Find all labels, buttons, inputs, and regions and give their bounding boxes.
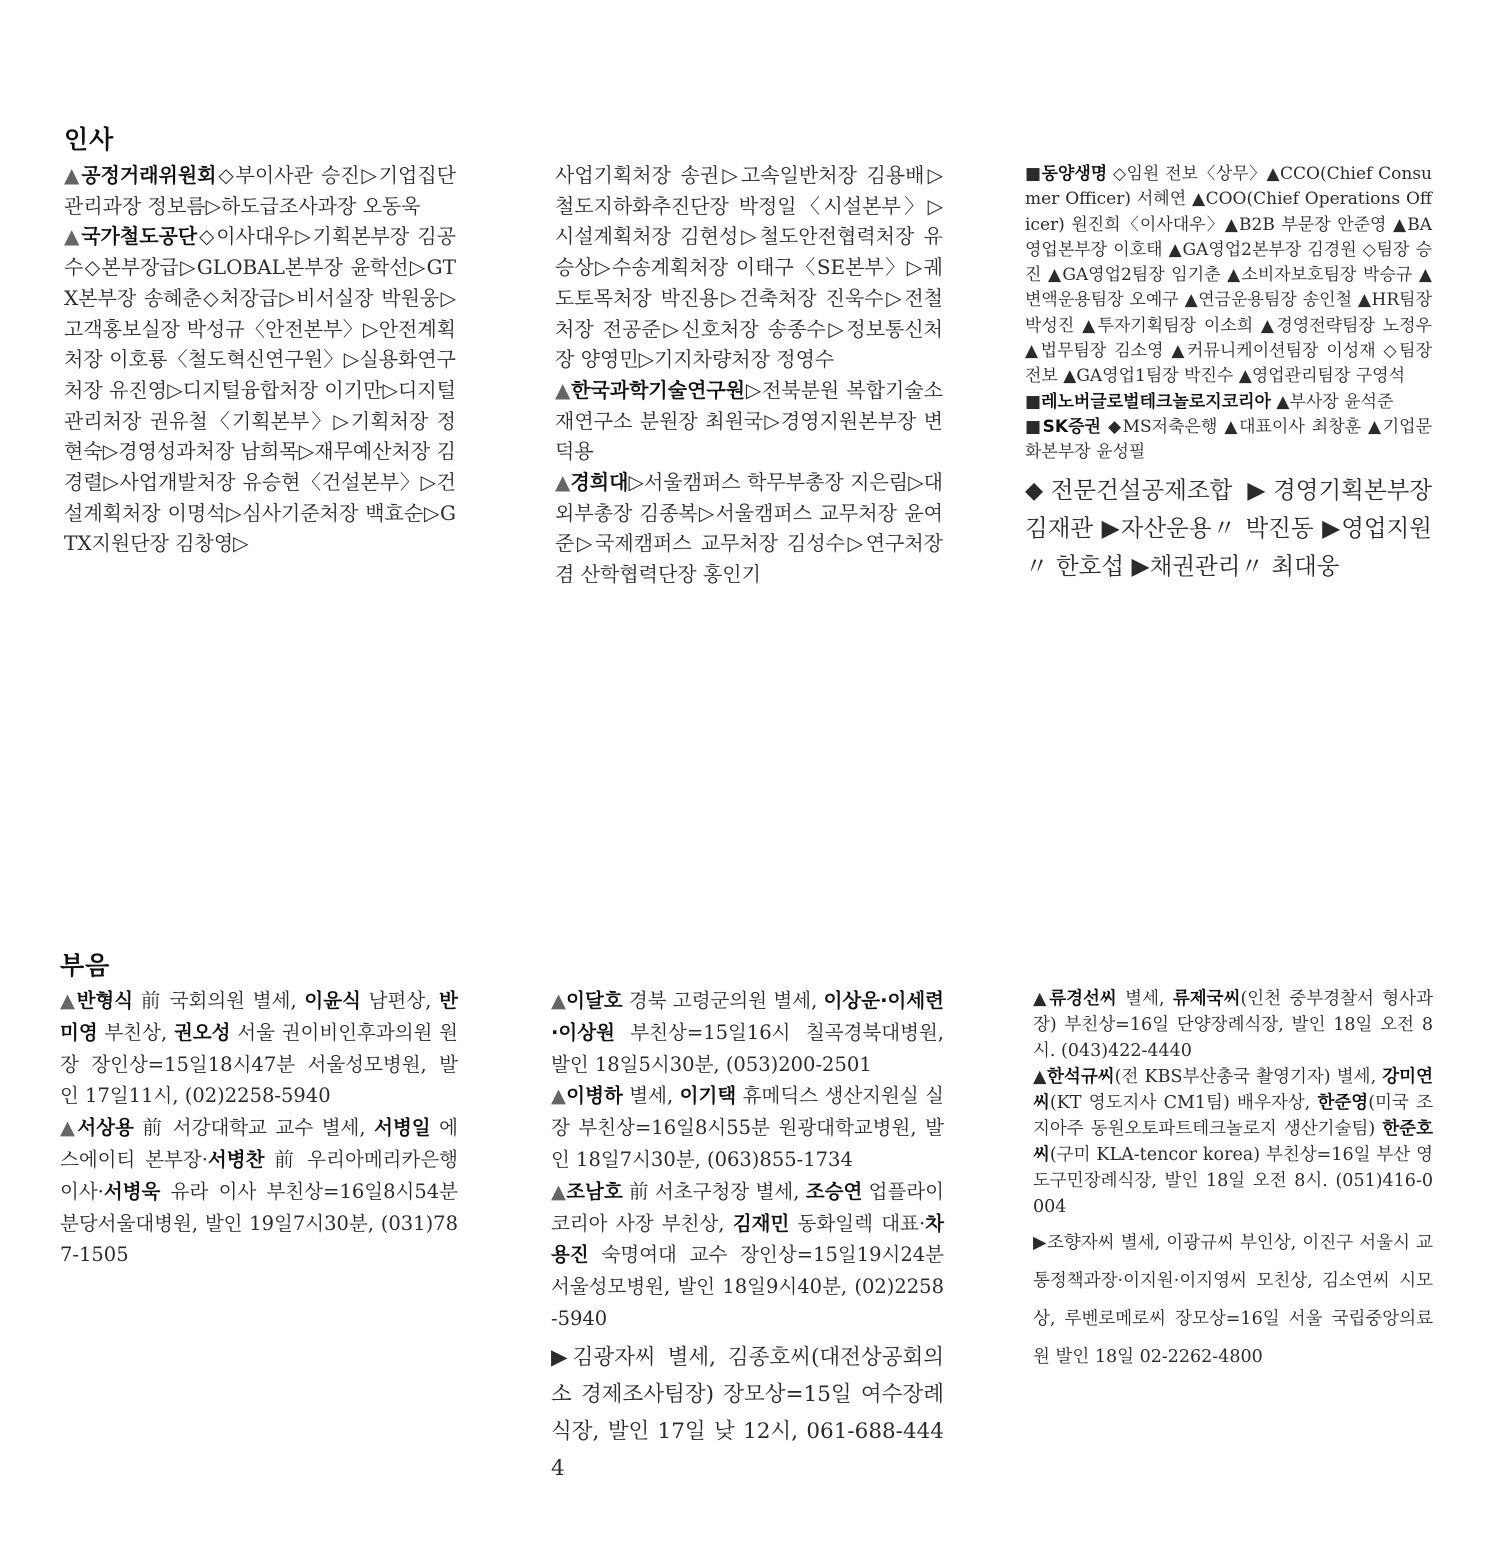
insa-entry (64, 160, 456, 221)
bueum-section-title: 부음 (60, 951, 111, 980)
person-name: 김소연씨 (1322, 1271, 1390, 1291)
bueum-column-1 (60, 985, 458, 1271)
entry-text: ◇임원 전보〈상무〉▲CCO(Chief Consumer Officer) 서혜연 ▲COO(Chief Operations Officer) 원진희〈이사대우〉▲B2B 부문장 안준영 ▲BA영업본부장 이호태 ▲GA영업2본부장 김경원 ◇팀장 승진 ▲GA영업2팀장 임기춘 ▲소비자보호팀장 박승규 ▲변액운용팀장 오예구 ▲연금운용팀장 송인철 ▲HR팀장 박성진 ▲투자기획팀장 이소희 ▲경영전략팀장 노정우 ▲법무팀장 김소영 ▲커뮤니케이션팀장 이성재 ◇팀장 전보 ▲GA영업1팀장 박진수 ▲영업관리팀장 구영석 (1025, 164, 1432, 387)
entry-text: 부친상, (97, 1020, 174, 1044)
person-name: 이진구 (1302, 1233, 1354, 1253)
entry-text: (구미 KLA-tencor korea) 부친상=16일 부산 영도구민장례식장, 발인 18일 오전 8시. (051)416-0004 (1033, 1145, 1433, 1217)
person-name: 이병하 (566, 1084, 623, 1108)
entry-text: 前 서초구청장 별세, (622, 1179, 806, 1203)
entry-text: 별세, (1116, 989, 1173, 1009)
insa-entry (555, 160, 943, 375)
person-name: 서병일 (374, 1116, 431, 1140)
bueum-entry (60, 985, 458, 1112)
person-name: 서병찬 (207, 1147, 265, 1171)
bullet-triangle-icon: ▲ (60, 1116, 78, 1140)
entry-text: 모친상, (1247, 1271, 1323, 1291)
person-name: 한준영 (1317, 1093, 1369, 1113)
bullet-triangle-icon: ▲ (551, 1179, 567, 1203)
person-name: 조승연 (805, 1179, 863, 1203)
person-name: 류경선씨 (1049, 989, 1117, 1009)
person-name: 이지원·이지영씨 (1123, 1271, 1247, 1291)
entry-text: ▲부사장 윤석준 (1270, 391, 1394, 412)
entry-text: ◆MS저축은행 ▲대표이사 최창훈 ▲기업문화본부장 윤성필 (1025, 416, 1432, 463)
person-name: 반미영 (60, 989, 458, 1044)
person-name: 이달호 (566, 989, 623, 1012)
entry-text: 前 서강대학교 교수 별세, (133, 1116, 375, 1140)
entry-text: (KT 영도지사 CM1팀) 배우자상, (1049, 1093, 1318, 1113)
bullet-triangle-icon: ▲ (60, 989, 77, 1012)
person-name: 루벤로메로씨 (1064, 1309, 1166, 1329)
entry-text: ▷서울캠퍼스 학무부총장 지은림▷대외부총장 김종복▷서울캠퍼스 교무처장 윤여준▷국제캠퍼스 교무처장 김성수▷연구처장 겸 산학협력단장 홍인기 (555, 470, 943, 587)
entry-text: 부친상=15일16시 칠곡경북대병원, 발인 18일5시30분, (053)200-2501 (551, 1020, 944, 1076)
entry-text: ◇이사대우▷기획본부장 김공수◇본부장급▷GLOBAL본부장 윤학선▷GTX본부장 송혜춘◇처장급▷비서실장 박원웅▷고객홍보실장 박성규〈안전본부〉▷안전계획처장 이호룡〈철도혁신연구원〉▷실용화연구처장 유진영▷디지털융합처장 이기만▷디지털관리처장 권유철〈기획본부〉▷기획처장 정현숙▷경영성과처장 남희목▷재무예산처장 김경렬▷사업개발처장 유승현〈건설본부〉▷건설계획처장 이명석▷심사기준처장 백효순▷GTX지원단장 김창영▷ (64, 224, 457, 556)
bullet-triangle-icon: ▲ (551, 989, 567, 1012)
bullet-triangle-icon: ▲ (555, 377, 572, 402)
person-name: 권오성 (173, 1020, 231, 1044)
bueum-column-3 (1033, 986, 1433, 1376)
entry-text: 시모상, (1033, 1271, 1434, 1329)
person-name: 차용진 (551, 1211, 944, 1267)
bueum-entry (551, 1176, 944, 1335)
entry-text: (미국 조지아주 동원오토파트테크놀로지 생산기술팀) (1033, 1093, 1433, 1139)
bueum-entry (551, 985, 944, 1080)
entry-text: 업플라이코리아 사장 부친상, (551, 1179, 945, 1235)
org-name: 동양생명 (1041, 164, 1108, 184)
entry-text: 장모상=16일 서울 국립중앙의료원 발인 18일 02-2262-4800 (1033, 1309, 1433, 1367)
person-name: 김재민 (732, 1211, 790, 1235)
bullet-triangle-icon: ▲ (64, 224, 82, 249)
bullet-triangle-icon: ▲ (1033, 989, 1050, 1009)
entry-text: 남편상, (360, 989, 440, 1012)
person-name: 서병욱 (103, 1179, 161, 1203)
person-name: 이상운·이세련·이상원 (551, 989, 945, 1044)
person-name: 조남호 (566, 1179, 623, 1203)
entry-text: (인천 중부경찰서 형사과장) 부친상=16일 단양장례식장, 발인 18일 오전 8시. (043)422-4440 (1033, 989, 1433, 1061)
square-bullet-icon: ■ (1025, 391, 1042, 412)
entry-text: 경북 고령군의원 별세, (622, 989, 824, 1012)
entry-text: ◇부이사관 승진▷기업집단관리과장 정보름▷하도급조사과장 오동욱 (64, 163, 456, 218)
person-name: 한석규씨 (1047, 1067, 1115, 1087)
insa-entry (1025, 162, 1432, 390)
square-bullet-icon: ■ (1025, 416, 1043, 437)
entry-text: 유라 이사 부친상=16일8시54분 분당서울대병원, 발인 19일7시30분, (031)787-1505 (60, 1179, 458, 1267)
entry-text: 휴메딕스 생산지원실 실장 부친상=16일8시55분 원광대학교병원, 발인 18일7시30분, (063)855-1734 (551, 1084, 944, 1171)
entry-text: 동화일렉 대표· (789, 1211, 926, 1235)
org-name: SK증권 (1042, 416, 1101, 437)
org-name: 공정거래위원회 (81, 163, 217, 187)
entry-text: 前 국회의원 별세, (133, 989, 305, 1012)
org-name: 경희대 (570, 470, 629, 495)
insa-entry (1025, 471, 1432, 585)
bueum-entry (1033, 1224, 1433, 1376)
org-name: 국가철도공단 (81, 224, 198, 249)
person-name: 강미연씨 (1033, 1067, 1433, 1113)
insa-column-3 (1025, 162, 1432, 585)
entry-text: ▶김광자씨 별세, 김종호씨(대전상공회의소 경제조사팀장) 장모상=15일 여수장례식장, 발인 17일 낮 12시, 061-688-4444 (551, 1344, 944, 1481)
entry-text: 서울시 교통정책과장· (1033, 1233, 1434, 1291)
person-name: 반형식 (76, 989, 134, 1012)
person-name: 이윤식 (304, 989, 361, 1012)
bullet-triangle-icon: ▲ (64, 163, 82, 187)
entry-text: 에스에이티 본부장· (60, 1116, 458, 1171)
insa-section-title: 인사 (64, 125, 115, 154)
entry-text: 사업기획처장 송권▷고속일반처장 김용배▷철도지하화추진단장 박정일〈시설본부〉▷시설계획처장 김현성▷철도안전협력처장 유승상▷수송계획처장 이태구〈SE본부〉▷궤도토목처장 박진용▷건축처장 진욱수▷전철처장 전공준▷신호처장 송종수▷정보통신처장 양영민▷기지차량처장 정영수 (555, 163, 943, 372)
bullet-arrow-icon: ▶ (1033, 1233, 1048, 1253)
person-name: 조향자씨 (1047, 1233, 1115, 1253)
entry-text: 前 우리아메리카은행 이사· (60, 1147, 458, 1203)
entry-text: 별세, 이광규씨 부인상, (1114, 1233, 1303, 1253)
insa-column-2 (555, 160, 943, 590)
person-name: 한준호씨 (1033, 1119, 1433, 1165)
person-name: 서상용 (77, 1116, 134, 1140)
bueum-column-2 (551, 985, 944, 1487)
entry-text: 숙명여대 교수 장인상=15일19시24분 서울성모병원, 발인 18일9시40분, (02)2258-5940 (551, 1243, 944, 1330)
org-name: 레노버글로벌테크놀로지코리아 (1041, 391, 1271, 412)
org-name: 한국과학기술연구원 (571, 377, 746, 402)
bullet-triangle-icon: ▲ (1033, 1067, 1048, 1087)
bueum-entry (1033, 1064, 1433, 1220)
insa-entry (555, 375, 943, 467)
bueum-entry (1033, 986, 1433, 1064)
bueum-entry (551, 1080, 944, 1175)
insa-entry (64, 221, 456, 559)
bueum-entry (60, 1112, 458, 1271)
bullet-triangle-icon: ▲ (551, 1084, 567, 1108)
insa-entry (1025, 415, 1432, 466)
bullet-triangle-icon: ▲ (555, 470, 571, 495)
entry-text: 서울 권이비인후과의원 원장 장인상=15일18시47분 서울성모병원, 발인 17일11시, (02)2258-5940 (60, 1020, 458, 1108)
insa-entry (555, 467, 943, 590)
insa-entry (1025, 390, 1432, 415)
insa-column-1 (64, 160, 456, 559)
square-bullet-icon: ■ (1025, 164, 1042, 184)
person-name: 이기택 (679, 1084, 737, 1108)
entry-text: ▷전북분원 복합기술소재연구소 분원장 최원국▷경영지원본부장 변덕용 (555, 377, 943, 464)
entry-text: ◆전문건설공제조합 ▶경영기획본부장 김재관 ▶자산운용〃 박진동 ▶영업지원〃 한호섭 ▶채권관리〃 최대웅 (1025, 475, 1432, 580)
bueum-entry (551, 1339, 944, 1487)
person-name: 류제국씨 (1172, 989, 1241, 1009)
entry-text: (전 KBS부산총국 촬영기자) 별세, (1114, 1067, 1383, 1087)
entry-text: 별세, (622, 1084, 680, 1108)
